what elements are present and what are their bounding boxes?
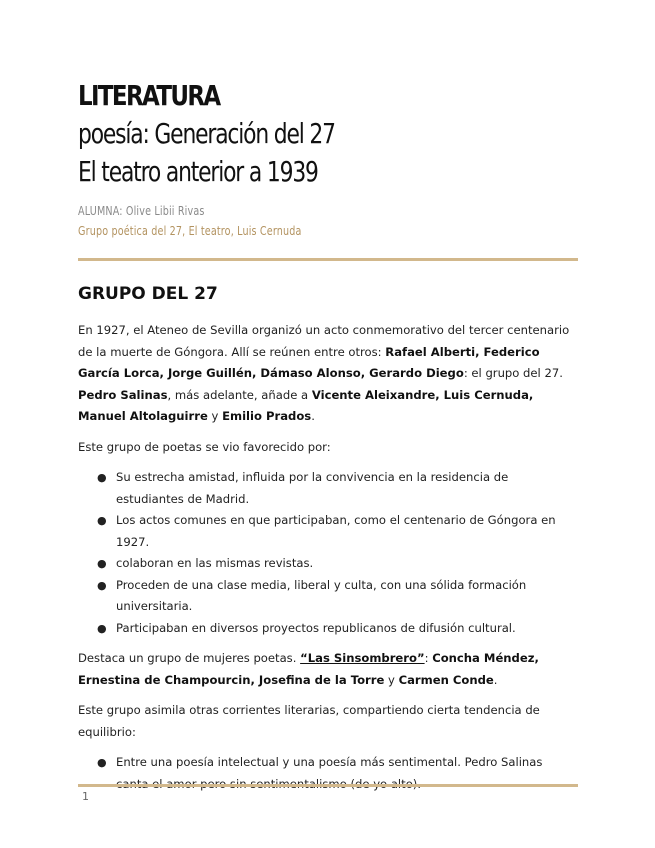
text-span: Destaca un grupo de mujeres poetas. <box>78 651 301 665</box>
section-body <box>78 320 578 804</box>
list-item <box>97 510 578 553</box>
sinsombrero-link[interactable]: “Las Sinsombrero” <box>300 651 425 665</box>
list-item-text: Participaban en diversos proyectos republicanos de difusión cultural. <box>116 620 516 635</box>
paragraph-members <box>78 320 578 428</box>
bullet-icon: ● <box>97 514 107 527</box>
paragraph-sinsombrero <box>78 648 578 691</box>
bullet-icon: ● <box>97 621 107 635</box>
favored-list <box>78 467 578 639</box>
footer-divider <box>78 784 578 787</box>
bullet-icon: ● <box>97 557 107 570</box>
list-item <box>97 618 578 640</box>
header-divider <box>78 258 578 261</box>
text-span: En 1927, el Ateneo de Sevilla organizó un acto conmemorativo del tercer centenario de la muerte de Góngora. Allí se reúnen entre otros: <box>78 323 570 359</box>
poet-names: Rafael Alberti, Federico García Lorca, Jorge Guillén, Dámaso Alonso, Gerardo Diego <box>78 344 540 380</box>
poet-names: Vicente Aleixandre, Luis Cernuda, Manuel Altolaguirre <box>78 387 534 423</box>
text-span: : el grupo del 27. <box>463 366 563 380</box>
list-item-text: colaboran en las mismas revistas. <box>116 556 314 570</box>
paragraph-favored: Este grupo de poetas se vio favorecido por: <box>78 439 331 454</box>
list-item-text: Su estrecha amistad, influida por la convivencia en la residencia de estudiantes de Madrid. <box>116 470 509 506</box>
list-item-text: Entre una poesía intelectual y una poesía más sentimental. Pedro Salinas <box>116 755 543 769</box>
author-line: ALUMNA: Olive Libii Rivas <box>78 204 205 218</box>
list-item <box>97 575 578 618</box>
section-heading: GRUPO DEL 27 <box>78 284 218 304</box>
poet-names: Concha Méndez, Ernestina de Champourcin, Josefina de la Torre <box>78 651 539 687</box>
text-span: : <box>424 651 433 665</box>
text-span: y <box>207 409 223 423</box>
bullet-icon: ● <box>97 756 107 769</box>
text-span: , más adelante, añade a <box>167 387 312 402</box>
text-span: y <box>384 672 399 687</box>
poet-names: Pedro Salinas <box>78 387 168 402</box>
poet-names: Carmen Conde <box>398 672 494 687</box>
list-item <box>97 752 578 795</box>
bullet-icon: ● <box>97 471 107 484</box>
document-title: LITERATURA <box>78 79 220 112</box>
text-span: . <box>311 409 315 423</box>
poet-names: Emilio Prados <box>222 409 312 423</box>
subtitle-line-2: El teatro anterior a 1939 <box>78 155 318 188</box>
list-item-text: Los actos comunes en que participaban, como el centenario de Góngora en 1927. <box>116 513 556 549</box>
list-item <box>97 553 578 575</box>
list-item <box>97 467 578 510</box>
topics-line: Grupo poética del 27, El teatro, Luis Cernuda <box>78 224 302 238</box>
page-number: 1 <box>82 790 89 803</box>
list-item-text: Proceden de una clase media, liberal y culta, con una sólida formación universitaria. <box>116 577 527 613</box>
bullet-icon: ● <box>97 578 107 592</box>
subtitle-line-1: poesía: Generación del 27 <box>78 117 335 150</box>
paragraph-equilibrium: Este grupo asimila otras corrientes literarias, compartiendo cierta tendencia de equilibrio: <box>78 703 540 739</box>
equilibrium-list <box>78 752 578 795</box>
text-span: . <box>493 672 498 687</box>
